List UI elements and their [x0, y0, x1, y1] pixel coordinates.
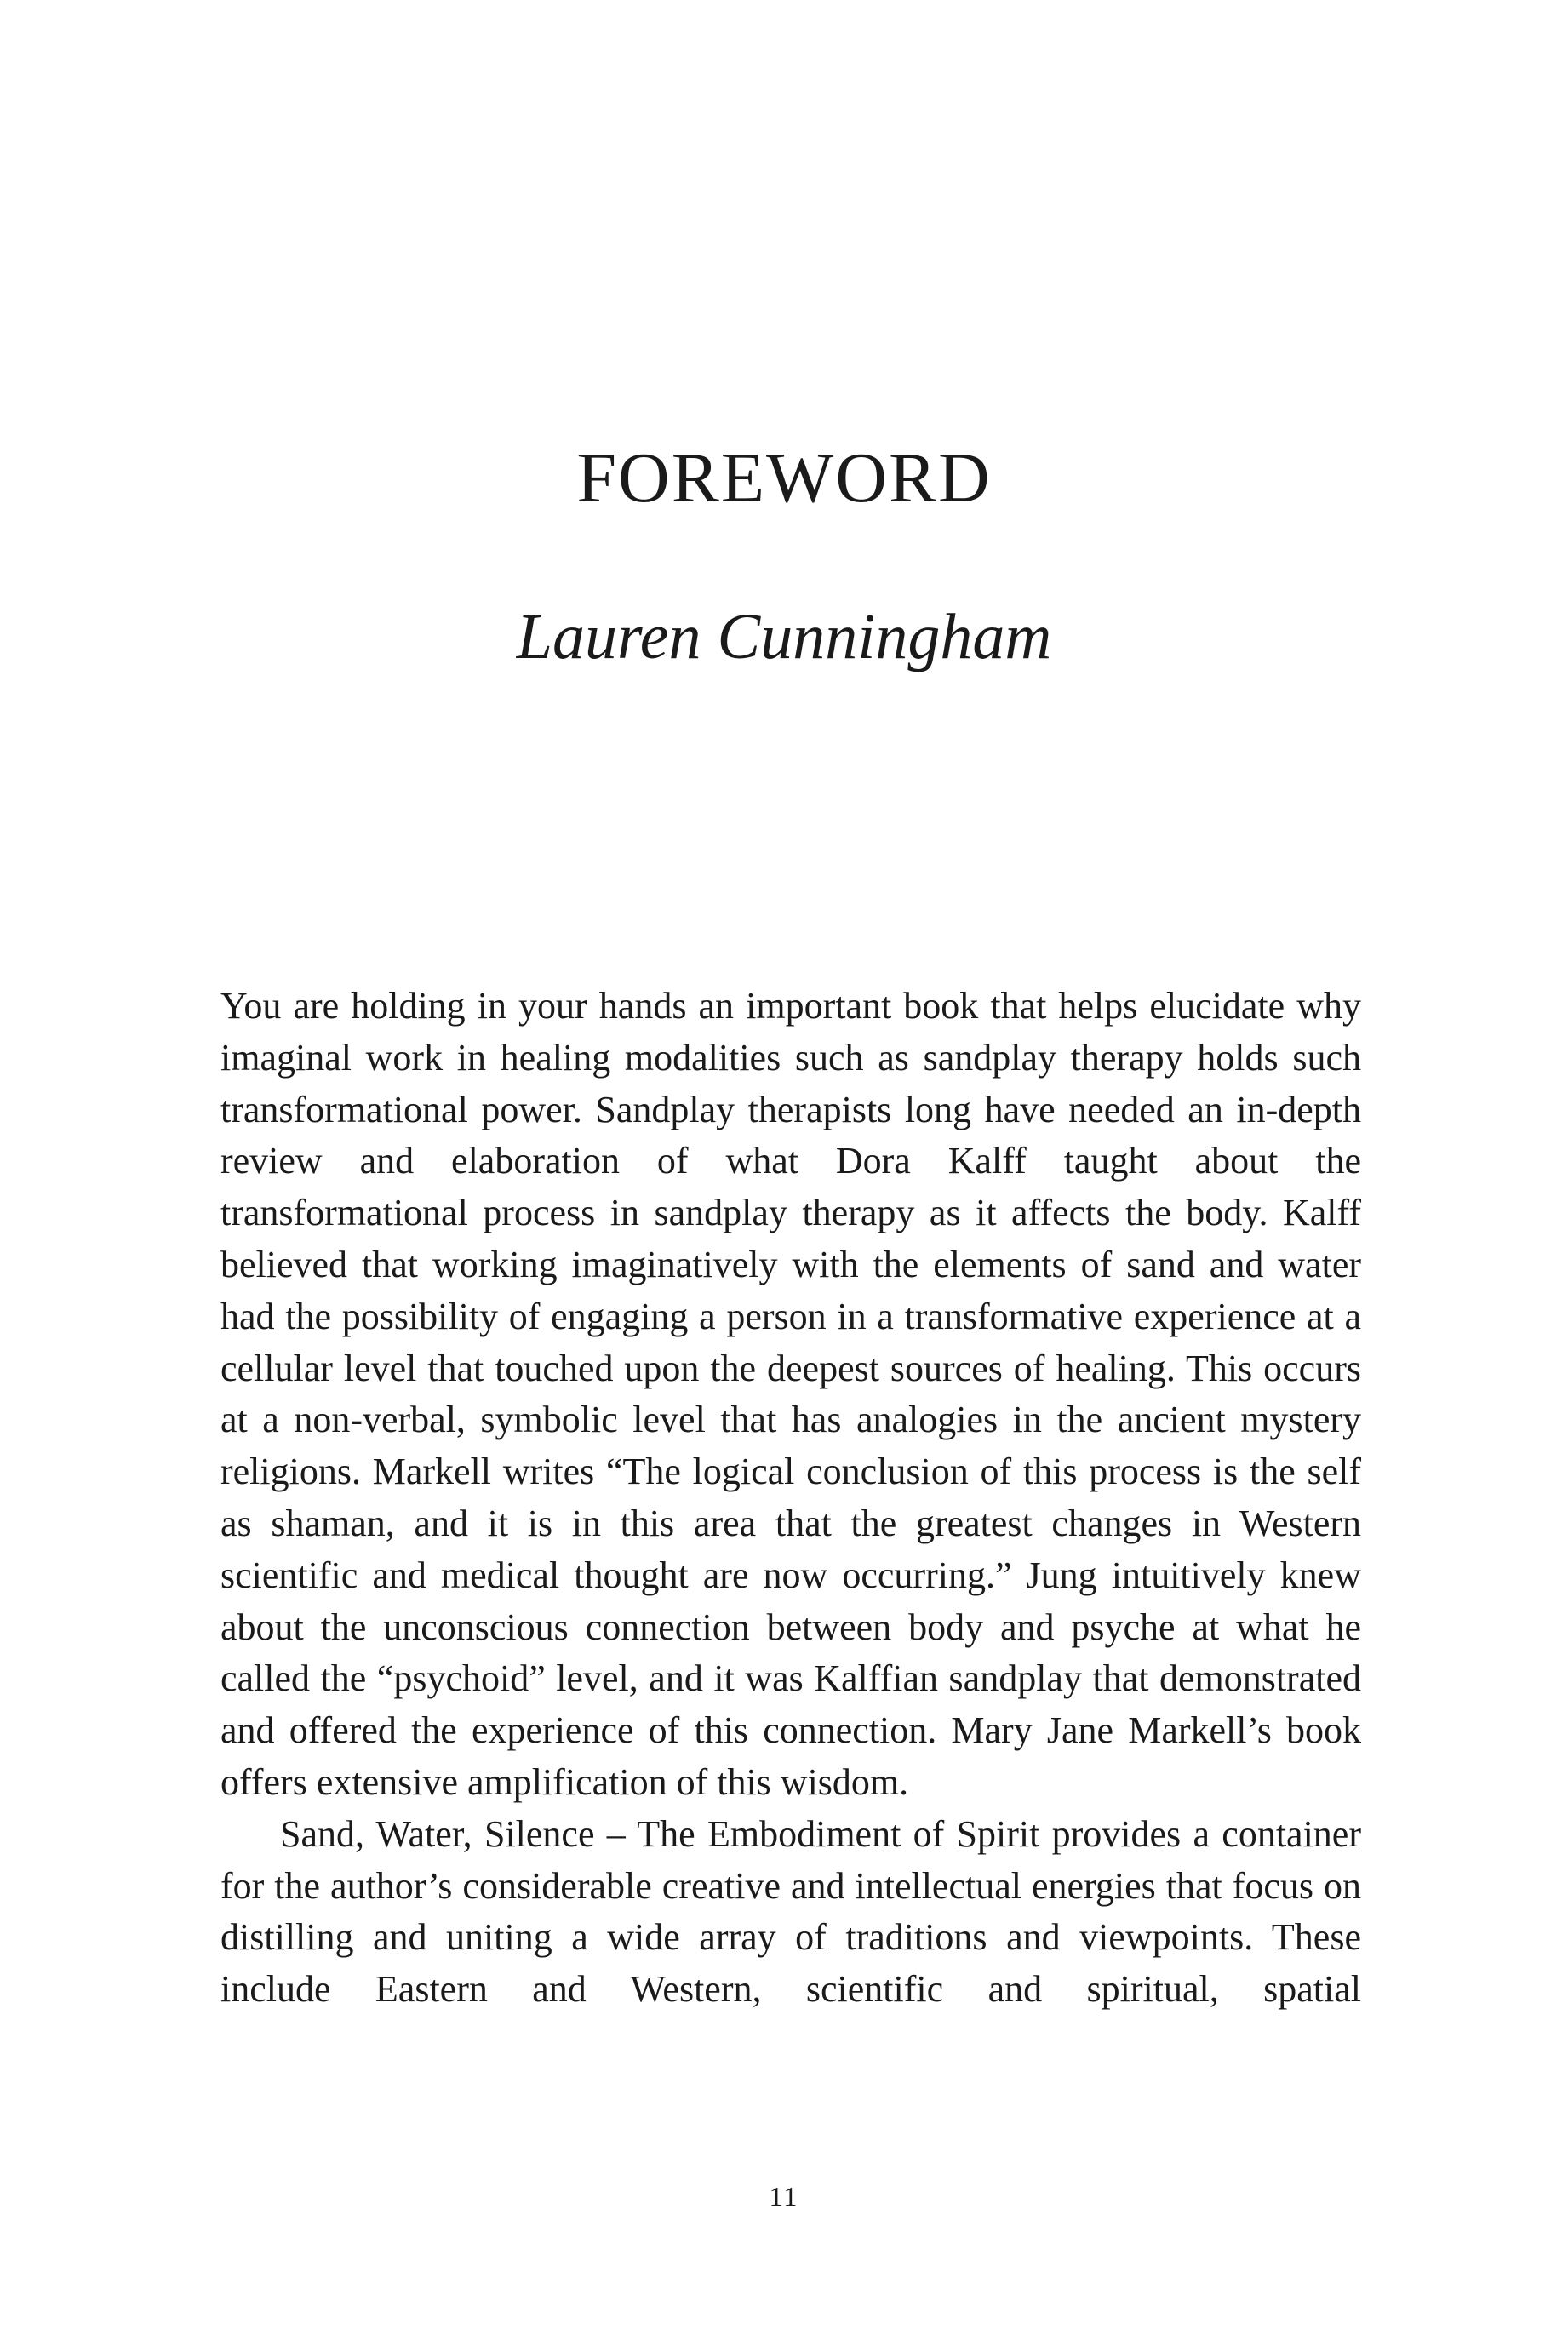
body-text	[220, 981, 1361, 2016]
chapter-title: FOREWORD	[576, 438, 992, 518]
paragraph-2: Sand, Water, Silence – The Embodiment of Spirit provides a container for the author’s considerable creative and intellectual energies that focus on distilling and uniting a wide array of traditions and viewpoints. These include Eastern and Western, scientific and spiritual, spatial	[220, 1812, 1361, 2011]
chapter-author: Lauren Cunningham	[516, 601, 1052, 672]
paragraph-1: You are holding in your hands an important book that helps elucidate why imaginal work in healing modalities such as sandplay therapy holds such transformational power. Sandplay therapists long have needed an in-depth review and elaboration of what Dora Kalff taught about the transformational process in sandplay therapy as it affects the body. Kalff believed that working imaginatively with the elements of sand and water had the possibility of engaging a person in a transformative experience at a cellular level that touched upon the deepest sources of healing. This occurs at a non-verbal, symbolic level that has analogies in the ancient mystery religions. Markell writes “The logical conclusion of this process is the self as shaman, and it is in this area that the greatest changes in Western scientific and medical thought are now occurring.” Jung intuitively knew about the unconscious connection between body and psyche at what he called the “psychoid” level, and it was Kalffian sandplay that demonstrated and offered the experience of this connection. Mary Jane Markell’s book offers extensive amplification of this wisdom.	[220, 985, 1361, 1803]
page-number: 11	[769, 2181, 799, 2212]
